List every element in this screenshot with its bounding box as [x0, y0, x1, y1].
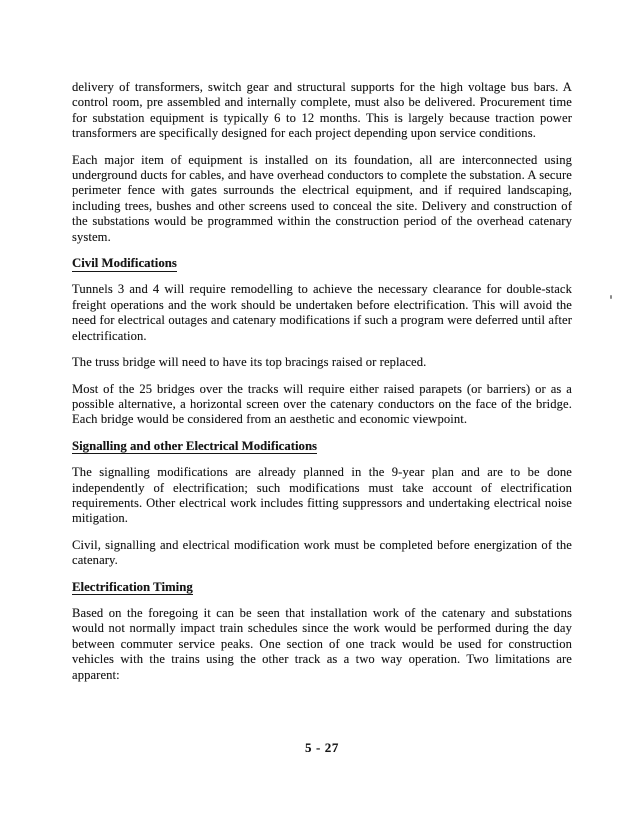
scan-speck-artifact [610, 295, 612, 299]
heading-underlined-text: Signalling and other Electrical Modifications [72, 438, 318, 453]
paragraph-substation-delivery: delivery of transformers, switch gear and structural supports for the high voltage bus bars. A control room, pre assembled and internally complete, must also be delivered. Procurement time for substation equipment is typically 6 to 12 months. This is largely because traction power transformers are specifically designed for each project depending upon service conditions. [72, 80, 572, 141]
section-heading-electrification-timing [72, 580, 572, 595]
paragraph-truss-bridge: The truss bridge will need to have its top bracings raised or replaced. [72, 355, 427, 370]
paragraph-signalling-modifications: The signalling modifications are already planned in the 9-year plan and are to be done independently of electrification; such modifications must take account of electrification requirements. Other electrical work includes fitting suppressors and undertaking electrical noise mitigation. [72, 465, 572, 526]
heading-underlined-text: Electrification Timing [72, 579, 193, 594]
paragraph-equipment-installation: Each major item of equipment is installed on its foundation, all are interconnected using underground ducts for cables, and have overhead conductors to complete the substation. A secure perimeter fence with gates surrounds the electrical equipment, and if required landscaping, including trees, bushes and other screens used to conceal the site. Delivery and construction of the substations would be programmed within the construction period of the overhead catenary system. [72, 152, 572, 244]
paragraph-tunnels-remodelling: Tunnels 3 and 4 will require remodelling to achieve the necessary clearance for double-stack freight operations and the work should be undertaken before electrification. This will avoid the need for electrical outages and catenary modifications if such a program were deferred until after electrification. [72, 282, 572, 343]
document-content [72, 80, 572, 694]
paragraph-work-before-energization: Civil, signalling and electrical modification work must be completed before energization of the catenary. [72, 537, 572, 568]
section-heading-signalling-electrical-modifications [72, 439, 572, 454]
paragraph-bridges-parapets: Most of the 25 bridges over the tracks will require either raised parapets (or barriers) or as a possible alternative, a horizontal screen over the catenary conductors on the face of the bridge. Each bridge would be considered from an aesthetic and economic viewpoint. [72, 381, 572, 427]
paragraph-installation-timing: Based on the foregoing it can be seen that installation work of the catenary and substations would not normally impact train schedules since the work would be performed during the day between commuter service peaks. One section of one track would be used for construction vehicles with the trains using the other track as a two way operation. Two limitations are apparent: [72, 605, 572, 682]
section-heading-civil-modifications [72, 256, 572, 271]
page-number: 5 - 27 [305, 740, 339, 755]
heading-underlined-text: Civil Modifications [72, 256, 177, 271]
